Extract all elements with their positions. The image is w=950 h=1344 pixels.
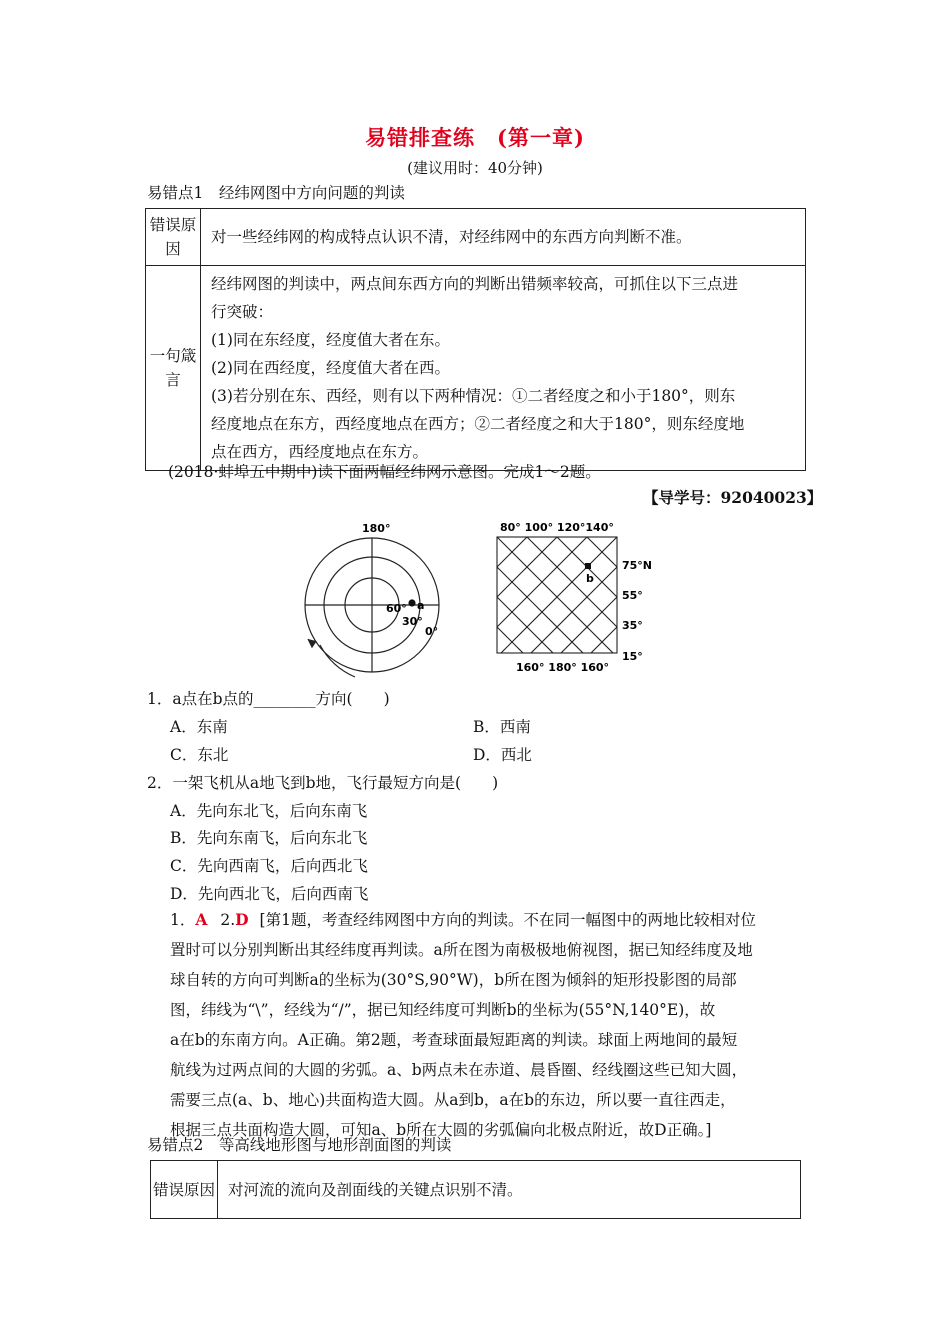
label-180: 180° xyxy=(362,522,391,535)
label-lat30: 30° xyxy=(402,615,423,628)
motto-label: 一句箴言 xyxy=(146,266,201,471)
grid-right-label-15: 15° xyxy=(622,650,643,663)
q2-option-a: A．先向东北飞，后向东南飞 xyxy=(170,802,368,820)
label-zero: 0° xyxy=(425,625,439,638)
q1-option-c: C．东北 xyxy=(170,746,229,764)
grid-bottom-labels: 160° 180° 160° xyxy=(516,661,610,674)
q2-option-d: D．先向西北飞，后向西南飞 xyxy=(170,885,369,903)
error-cause-text-2: 对河流的流向及剖面线的关键点识别不清。 xyxy=(218,1161,801,1219)
question-intro: (2018·蚌埠五中期中)读下面两幅经纬网示意图。完成1～2题。 xyxy=(168,463,601,481)
grid-top-labels: 80° 100° 120°140° xyxy=(500,521,614,534)
q1-option-b: B．西南 xyxy=(473,718,531,736)
error-cause-label-2: 错误原因 xyxy=(151,1161,218,1219)
grid-right-label-55: 55° xyxy=(622,589,643,602)
answer-first-line: 1．A 2.D [第1题，考查经纬网图中方向的判读。不在同一幅图中的两地比较相对位 xyxy=(170,910,756,929)
section-1-heading: 易错点1 经纬网图中方向问题的判读 xyxy=(147,184,405,202)
page-title: 易错排查练 (第一章) xyxy=(365,125,585,150)
guide-number: 【导学号：92040023】 xyxy=(643,488,823,507)
q1-option-a: A．东南 xyxy=(170,718,228,736)
error-cause-label: 错误原因 xyxy=(146,209,201,266)
q2-option-c: C．先向西南飞，后向西北飞 xyxy=(170,857,368,875)
q2-stem: 2．一架飞机从a地飞到b地，飞行最短方向是( ) xyxy=(147,774,499,792)
label-lat60: 60° xyxy=(386,602,407,615)
suggested-time: (建议用时：40分钟) xyxy=(407,159,543,177)
section-2-table xyxy=(150,1160,801,1219)
answer-2: D xyxy=(235,910,249,929)
grid-right-label-75: 75°N xyxy=(622,559,653,572)
answer-1: A xyxy=(195,910,208,929)
answer-explanation: 置时可以分别判断出其经纬度再判读。a所在图为南极极地俯视图，据已知经纬度及地 球自转的方向可判断a的坐标为(30°S,90°W)，b所在图为倾斜的矩形投影图的局部 图，纬线为“\”，经线为“/”，据已知经纬度可判断b的坐标为(55°N,140°E)，故 a在b的东南方向。A正确。第2题，考查球面最短距离的判读。球面上两地间的最短 航线为过两点间的大圆的劣弧。a、b两点未在赤道、晨昏圈、经线圈这些已知大圆， 需要三点(a、b、地心)共面构造大圆。从a到b，a在b的东边，所以要一直往西走， 根据三点共面构造大圆，可知a、b所在大圆的劣弧偏向北极点附近，故D正确。] xyxy=(170,941,753,1139)
q1-option-d: D．西北 xyxy=(473,746,532,764)
q1-stem: 1．a点在b点的________方向( ) xyxy=(147,690,390,708)
section-2-heading: 易错点2 等高线地形图与地形剖面图的判读 xyxy=(147,1136,452,1154)
label-point-b: b xyxy=(586,572,594,585)
graticule-figure xyxy=(290,515,670,685)
label-point-a: a xyxy=(417,599,425,612)
q2-option-b: B．先向东南飞，后向东北飞 xyxy=(170,829,368,847)
point-a-marker xyxy=(408,599,415,606)
grid-right-label-35: 35° xyxy=(622,619,643,632)
section-1-table xyxy=(145,208,806,471)
error-cause-text: 对一些经纬网的构成特点认识不清，对经纬网中的东西方向判断不准。 xyxy=(201,209,806,266)
motto-text: 经纬网图的判读中，两点间东西方向的判断出错频率较高，可抓住以下三点进 行突破： (1)同在东经度，经度值大者在东。 (2)同在西经度，经度值大者在西。 (3)若分别在东、西经，则有以下两种情况：①二者经度之和小于180°，则东 经度地点在东方，西经度地点在西方；②二者经度之和大于180°，则东经度地 点在西方，西经度地点在东方。 xyxy=(201,266,806,471)
point-b-marker xyxy=(585,563,591,569)
